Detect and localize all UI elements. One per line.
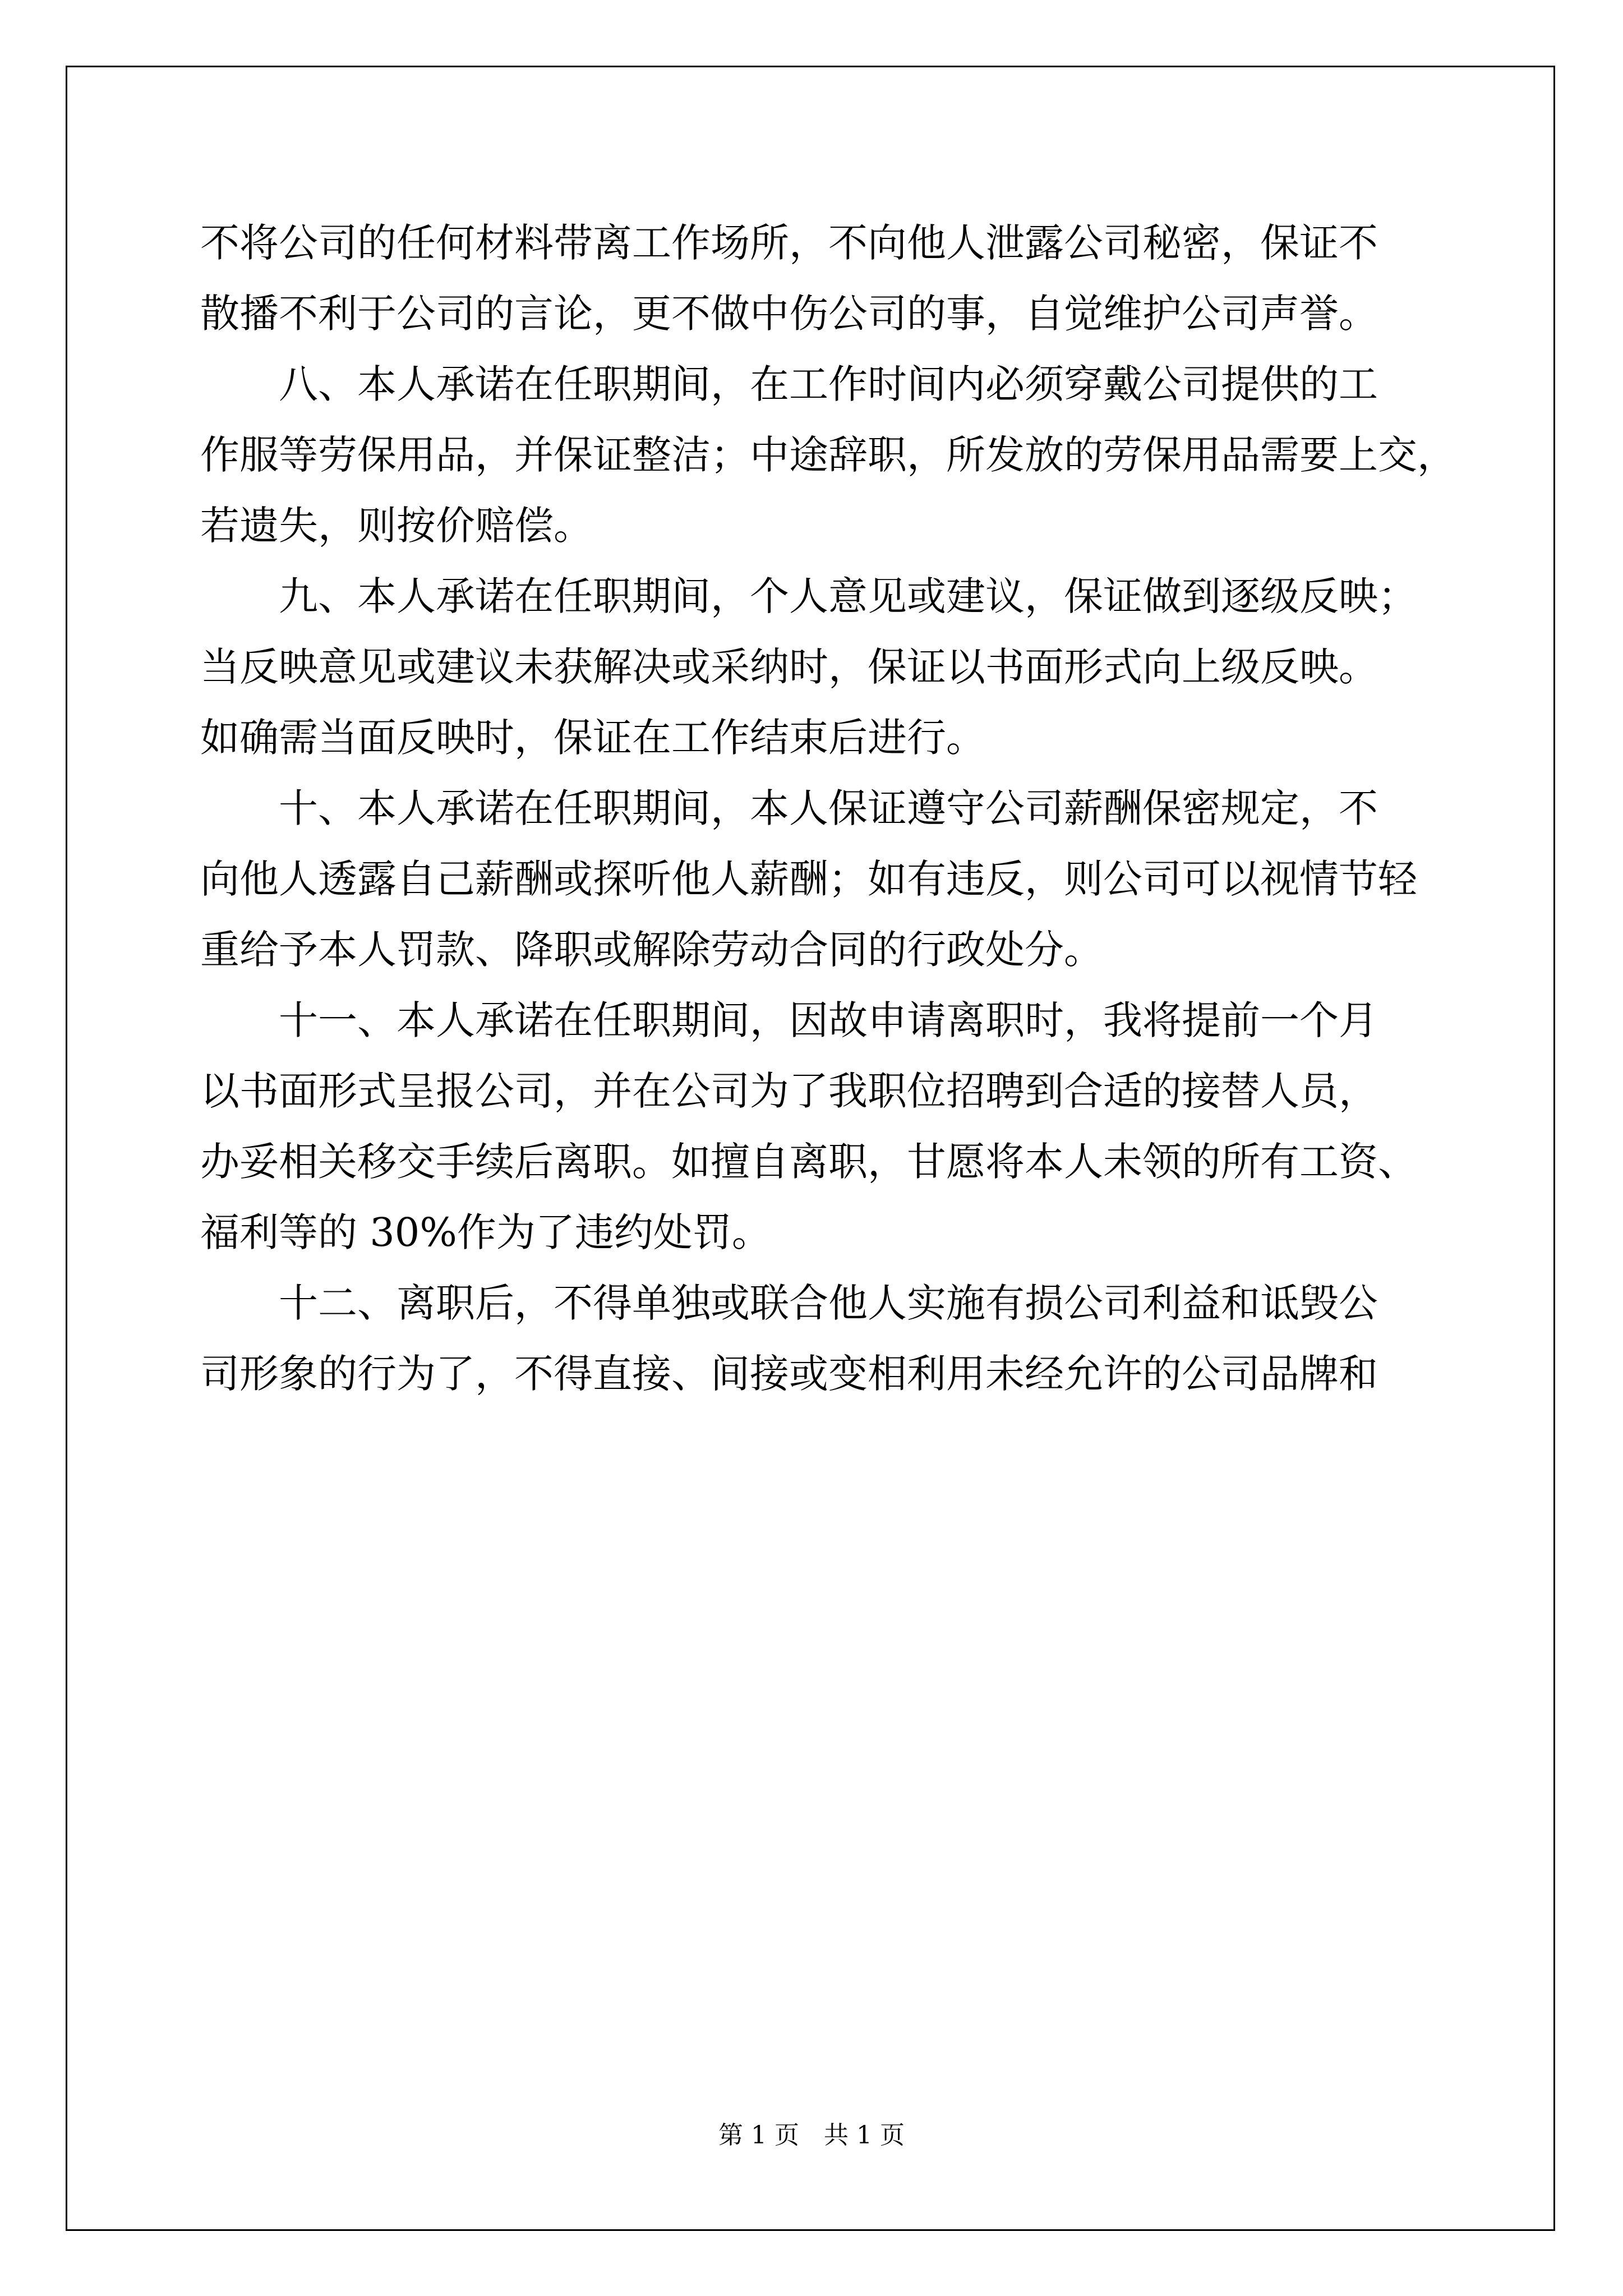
paragraph-clause-9 xyxy=(200,561,1423,773)
text-line: 当反映意见或建议未获解决或采纳时，保证以书面形式向上级反映。 xyxy=(200,644,1378,690)
text-line: 九、本人承诺在任职期间，个人意见或建议，保证做到逐级反映； xyxy=(200,573,1417,619)
text-line: 若遗失，则按价赔偿。 xyxy=(200,503,593,549)
paragraph-clause-11 xyxy=(200,985,1423,1268)
paragraph-clause-10 xyxy=(200,773,1423,985)
page-number-footer: 第 1 页 共 1 页 xyxy=(718,2121,905,2150)
paragraph-clause-12 xyxy=(200,1268,1423,1409)
paragraph-continuation xyxy=(200,208,1423,349)
text-line: 司形象的行为了，不得直接、间接或变相利用未经允许的公司品牌和 xyxy=(200,1351,1378,1397)
text-line: 散播不利于公司的言论，更不做中伤公司的事，自觉维护公司声誉。 xyxy=(200,291,1378,337)
text-line: 向他人透露自己薪酬或探听他人薪酬；如有违反，则公司可以视情节轻 xyxy=(200,856,1417,902)
text-line: 作服等劳保用品，并保证整洁；中途辞职，所发放的劳保用品需要上交， xyxy=(200,432,1456,478)
paragraph-clause-8 xyxy=(200,349,1456,561)
text-line: 十一、本人承诺在任职期间，因故申请离职时，我将提前一个月 xyxy=(200,997,1378,1043)
text-line: 办妥相关移交手续后离职。如擅自离职，甘愿将本人未领的所有工资、 xyxy=(200,1139,1417,1185)
text-line: 八、本人承诺在任职期间，在工作时间内必须穿戴公司提供的工 xyxy=(200,361,1378,407)
text-line: 十二、离职后，不得单独或联合他人实施有损公司利益和诋毁公 xyxy=(200,1280,1378,1326)
text-line: 福利等的 30%作为了违约处罚。 xyxy=(200,1209,771,1255)
document-body xyxy=(200,208,1456,1409)
text-line: 重给予本人罚款、降职或解除劳动合同的行政处分。 xyxy=(200,927,1103,973)
text-line: 如确需当面反映时，保证在工作结束后进行。 xyxy=(200,715,985,761)
text-line: 以书面形式呈报公司，并在公司为了我职位招聘到合适的接替人员， xyxy=(200,1068,1378,1114)
text-line: 不将公司的任何材料带离工作场所，不向他人泄露公司秘密，保证不 xyxy=(200,220,1378,266)
text-line: 十、本人承诺在任职期间，本人保证遵守公司薪酬保密规定，不 xyxy=(200,785,1378,831)
